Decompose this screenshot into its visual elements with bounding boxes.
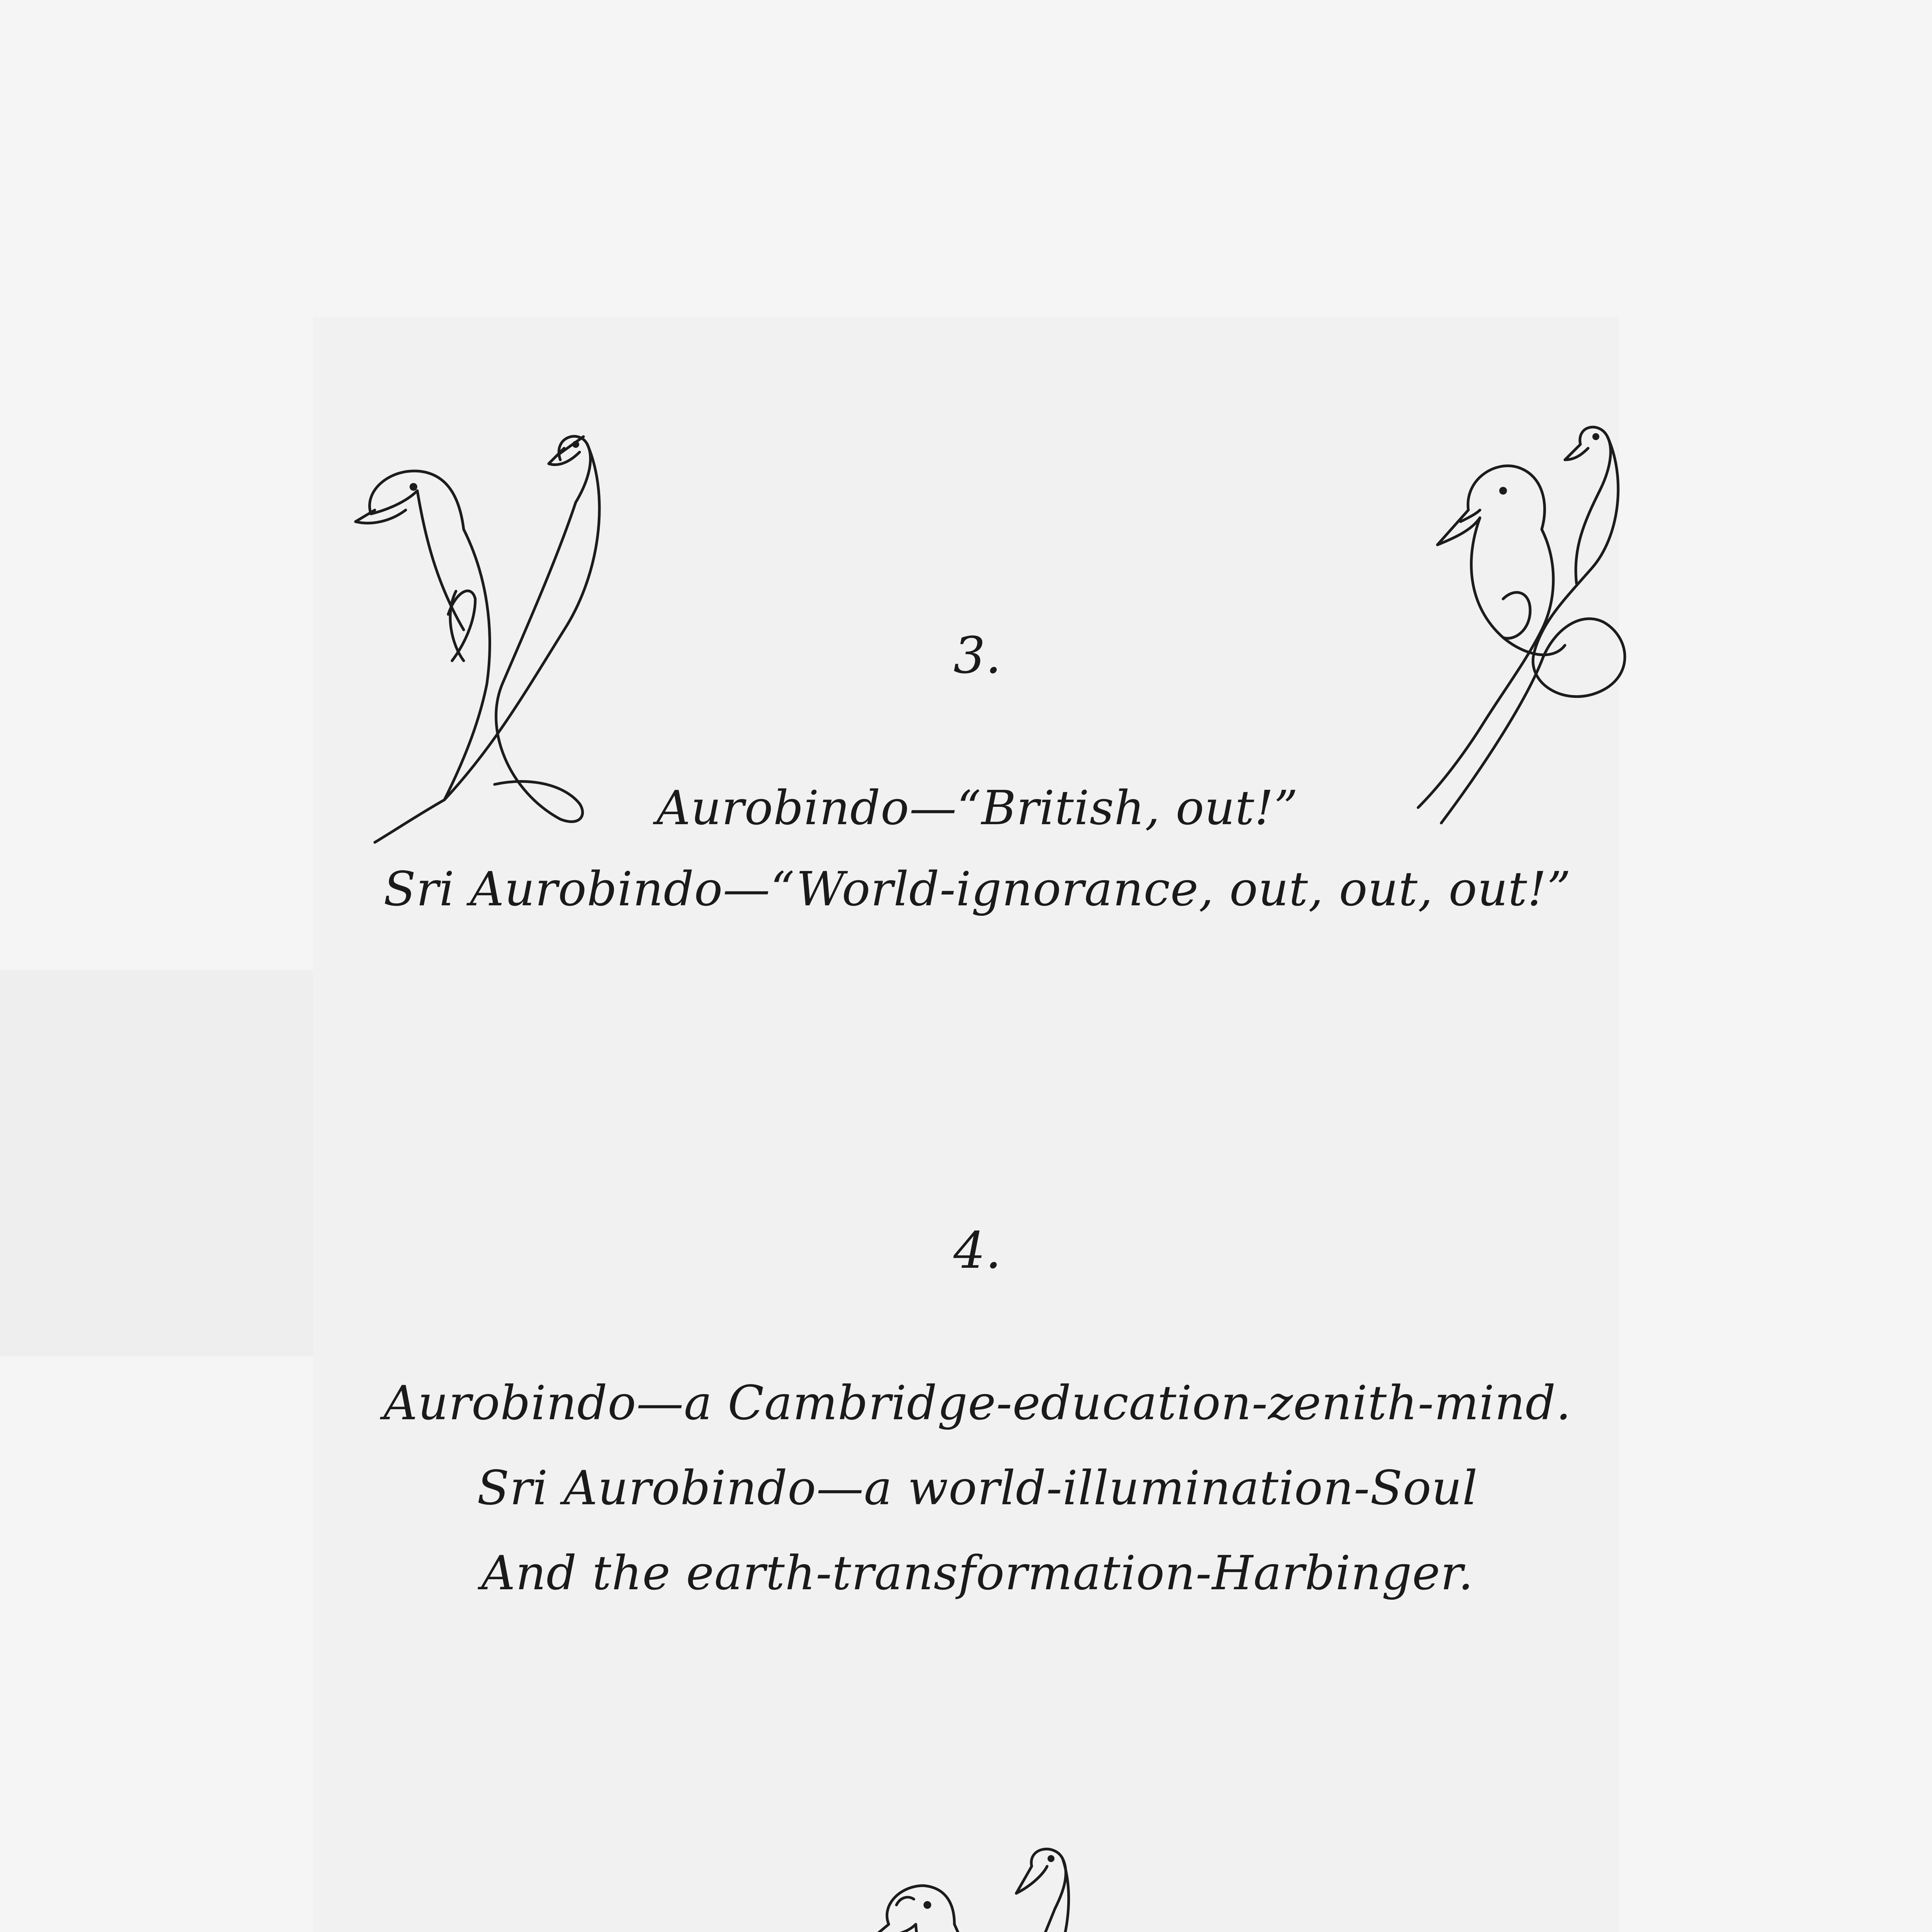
soul-bird-pair-drawing xyxy=(877,1851,1124,1932)
verse-line: Aurobindo—a Cambridge-education-zenith-mind. xyxy=(383,1376,1571,1430)
section-number-3: 3. xyxy=(953,626,1002,685)
bleed-through-edge xyxy=(0,970,313,1356)
verse-line: Sri Aurobindo—a world-illumination-Soul xyxy=(477,1461,1478,1515)
verse-line: Sri Aurobindo—“World-ignorance, out, out, out!” xyxy=(383,862,1571,917)
verse-line: Aurobindo—“British, out!” xyxy=(656,781,1299,835)
section-number-4: 4. xyxy=(953,1221,1002,1280)
verse-line: And the earth-transformation-Harbinger. xyxy=(481,1546,1474,1600)
